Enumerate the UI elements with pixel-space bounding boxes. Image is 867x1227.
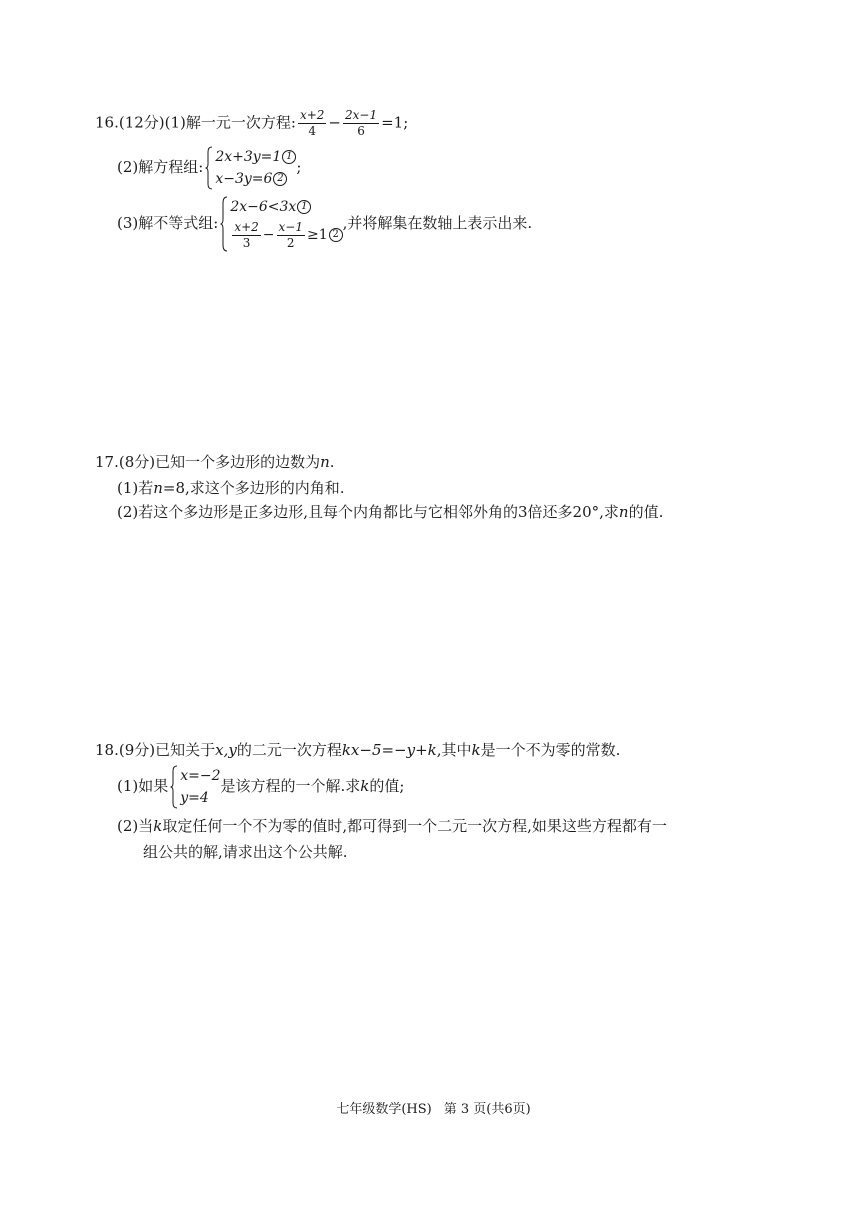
q16-part2-label: (2)解方程组: — [117, 158, 204, 176]
q16-inequality-1: 2x−6<3x 1 — [230, 196, 342, 218]
q17-part2: (2)若这个多边形是正多边形,且每个内角都比与它相邻外角的3倍还多20°,求n的值. — [117, 503, 664, 521]
circled-one-marker: 1 — [282, 150, 296, 164]
q16-ineq-fraction-2: $\frac{x-1}{2}$ — [278, 219, 303, 250]
q18-title: 18.(9分)已知关于x,y的二元一次方程kx−5=−y+k,其中k是一个不为零的常数. — [95, 741, 621, 759]
q18-part2-line2: 组公共的解,请求出这个公共解. — [143, 843, 348, 861]
q16-part3: (3)解不等式组: 2x−6<3x 1 $\frac{x+2}{3}$ − $\frac{x-1}{2}$ ≥1 2 ,并将解集在数轴上表示出来. — [117, 196, 532, 252]
q16-part3-label: (3)解不等式组: — [117, 214, 219, 232]
q16-ineq-fraction-1: $\frac{x+2}{3}$ — [234, 219, 259, 250]
q18-part1: (1)如果 x=−2 y=4 是该方程的一个解.求k的值; — [117, 765, 404, 809]
page-footer — [0, 1098, 867, 1117]
q18-solution-system — [170, 765, 220, 809]
brace-icon — [205, 146, 213, 190]
q18-system-row1: x=−2 — [180, 768, 221, 784]
circled-one-marker: 1 — [297, 200, 311, 214]
q16-system-eq1: 2x+3y=1 1 — [215, 146, 296, 168]
q16-part2: (2)解方程组: 2x+3y=1 1 x−3y=6 2 ; — [117, 146, 301, 190]
q16-part1: 16.(12分)(1)解一元一次方程: $\frac{x+2}{4}$ − $\frac{2x-1}{6}$ =1; — [95, 108, 409, 138]
q16-equation-system — [205, 146, 296, 190]
circled-two-marker: 2 — [273, 172, 287, 186]
q16-fraction-2: $\frac{2x-1}{6}$ — [345, 108, 378, 138]
circled-two-marker: 2 — [329, 228, 343, 242]
q17-part1: (1)若n=8,求这个多边形的内角和. — [117, 479, 345, 497]
q17-title: 17.(8分)已知一个多边形的边数为n. — [95, 453, 335, 471]
q16-fraction-1: $\frac{x+2}{4}$ — [299, 108, 325, 138]
brace-icon — [170, 765, 178, 809]
q16-system-eq2: x−3y=6 2 — [215, 168, 296, 190]
q16-inequality-system — [220, 196, 342, 252]
q16-inequality-2: $\frac{x+2}{3}$ − $\frac{x-1}{2}$ ≥1 2 — [230, 218, 342, 252]
footer-page-number: 第 3 页(共6页) — [443, 1102, 531, 1117]
footer-subject: 七年级数学(HS) — [336, 1102, 432, 1117]
q18-system-row2: y=4 — [180, 790, 209, 806]
brace-icon — [220, 196, 228, 252]
q16-label: 16.(12分)(1)解一元一次方程: — [95, 113, 296, 132]
q18-part2-line1: (2)当k取定任何一个不为零的值时,都可得到一个二元一次方程,如果这些方程都有一 — [117, 817, 667, 835]
